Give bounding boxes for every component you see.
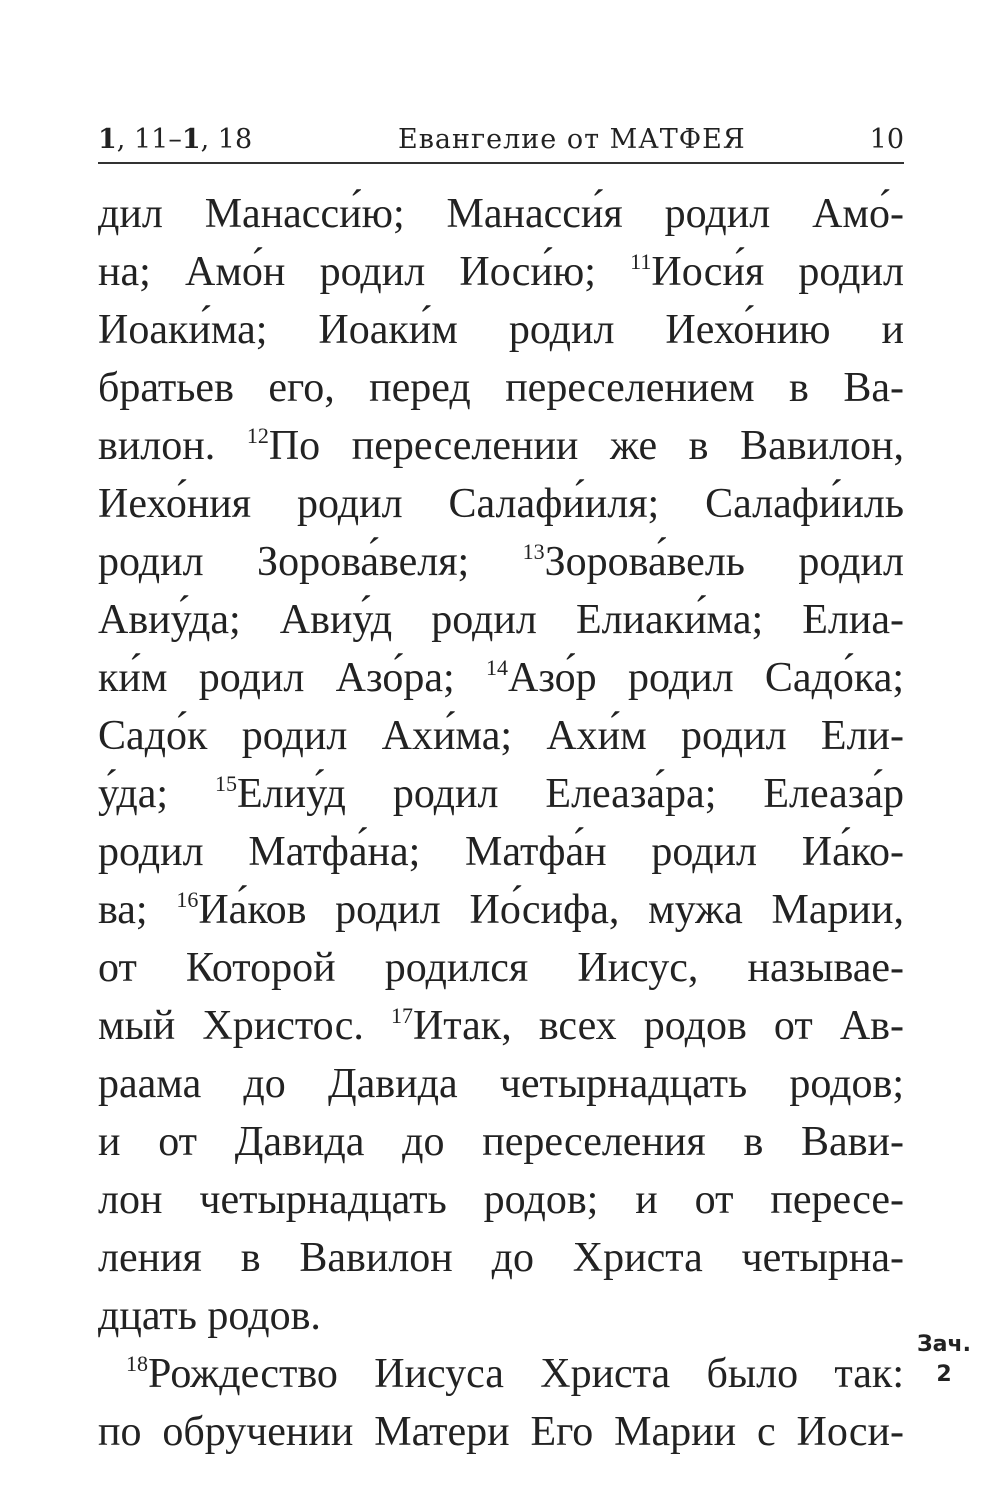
line-text: Иехо́ния родил Салафи́иля; Салафи́иль bbox=[98, 481, 904, 527]
text-line bbox=[98, 359, 904, 417]
line-text: лон четырнадцать родов; и от пересе- bbox=[98, 1177, 904, 1223]
chapter-verse-range: 1, 11–1, 18 bbox=[98, 124, 253, 155]
line-text: дил Манасси́ю; Манасси́я родил Амо́- bbox=[98, 191, 904, 237]
line-text: от Которой родился Иисус, называе- bbox=[98, 945, 904, 991]
text-line bbox=[98, 1345, 904, 1403]
line-text: родил Матфа́на; Матфа́н родил Иа́ко- bbox=[98, 829, 904, 875]
text-line bbox=[98, 533, 904, 591]
text-line bbox=[98, 417, 904, 475]
text-line bbox=[98, 765, 904, 823]
text-line bbox=[98, 1113, 904, 1171]
text-line bbox=[98, 1171, 904, 1229]
verse-number: 18 bbox=[126, 1351, 148, 1376]
text-line bbox=[98, 1229, 904, 1287]
text-line bbox=[98, 1287, 904, 1345]
text-line bbox=[98, 707, 904, 765]
line-text: Садо́к родил Ахи́ма; Ахи́м родил Ели- bbox=[98, 713, 904, 759]
line-text: Авиу́да; Авиу́д родил Елиаки́ма; Елиа- bbox=[98, 597, 904, 643]
line-text: родил Зорова́веля; bbox=[98, 539, 523, 585]
line-text: ва; bbox=[98, 887, 177, 933]
verse-number: 14 bbox=[486, 655, 508, 680]
line-text: Иоси́я родил bbox=[651, 249, 904, 295]
line-text: Итак, всех родов от Ав- bbox=[412, 1003, 904, 1049]
text-line bbox=[98, 1055, 904, 1113]
text-line bbox=[98, 881, 904, 939]
running-header bbox=[98, 118, 904, 164]
line-text: по обручении Матери Его Марии с Иоси- bbox=[98, 1409, 904, 1455]
verse-number: 11 bbox=[630, 249, 652, 274]
verse-number: 16 bbox=[176, 887, 199, 912]
verse-number: 13 bbox=[522, 539, 545, 564]
text-line bbox=[98, 185, 904, 243]
line-text: ки́м родил Азо́ра; bbox=[98, 655, 486, 701]
line-text: раама до Давида четырнадцать родов; bbox=[98, 1061, 904, 1107]
page-number: 10 bbox=[869, 124, 904, 155]
verse-number: 15 bbox=[215, 771, 238, 796]
text-line bbox=[98, 997, 904, 1055]
book-title: Евангелие от МАТФЕЯ bbox=[398, 124, 746, 155]
line-text: дцать родов. bbox=[98, 1293, 321, 1339]
text-line bbox=[98, 301, 904, 359]
scripture-text bbox=[98, 185, 904, 1461]
line-text: братьев его, перед переселением в Ва- bbox=[98, 365, 904, 411]
text-line bbox=[98, 243, 904, 301]
verse-number: 12 bbox=[246, 423, 269, 448]
line-text: на; Амо́н родил Иоси́ю; bbox=[98, 249, 631, 295]
line-text: у́да; bbox=[98, 771, 216, 817]
text-line bbox=[98, 475, 904, 533]
line-text: мый Христос. bbox=[98, 1003, 391, 1049]
line-text: Иоаки́ма; Иоаки́м родил Иехо́нию и bbox=[98, 307, 904, 353]
text-line bbox=[98, 649, 904, 707]
line-text: ления в Вавилон до Христа четырна- bbox=[98, 1235, 904, 1281]
line-text: Азо́р родил Садо́ка; bbox=[508, 655, 905, 701]
text-line bbox=[98, 823, 904, 881]
line-text: Зорова́вель родил bbox=[544, 539, 904, 585]
line-text: Иа́ков родил Ио́сифа, мужа Марии, bbox=[198, 887, 904, 933]
text-line bbox=[98, 939, 904, 997]
verse-number: 17 bbox=[390, 1003, 413, 1028]
line-text: Рождество Иисуса Христа было так: bbox=[148, 1351, 904, 1397]
text-line bbox=[98, 1403, 904, 1461]
line-text: Елиу́д родил Елеаза́ра; Елеаза́р bbox=[237, 771, 904, 817]
line-text: вилон. bbox=[98, 423, 247, 469]
line-text: По переселении же в Вавилон, bbox=[268, 423, 904, 469]
text-line bbox=[98, 591, 904, 649]
line-text: и от Давида до переселения в Вави- bbox=[98, 1119, 904, 1165]
reading-marker: Зач. 2 bbox=[917, 1332, 971, 1387]
